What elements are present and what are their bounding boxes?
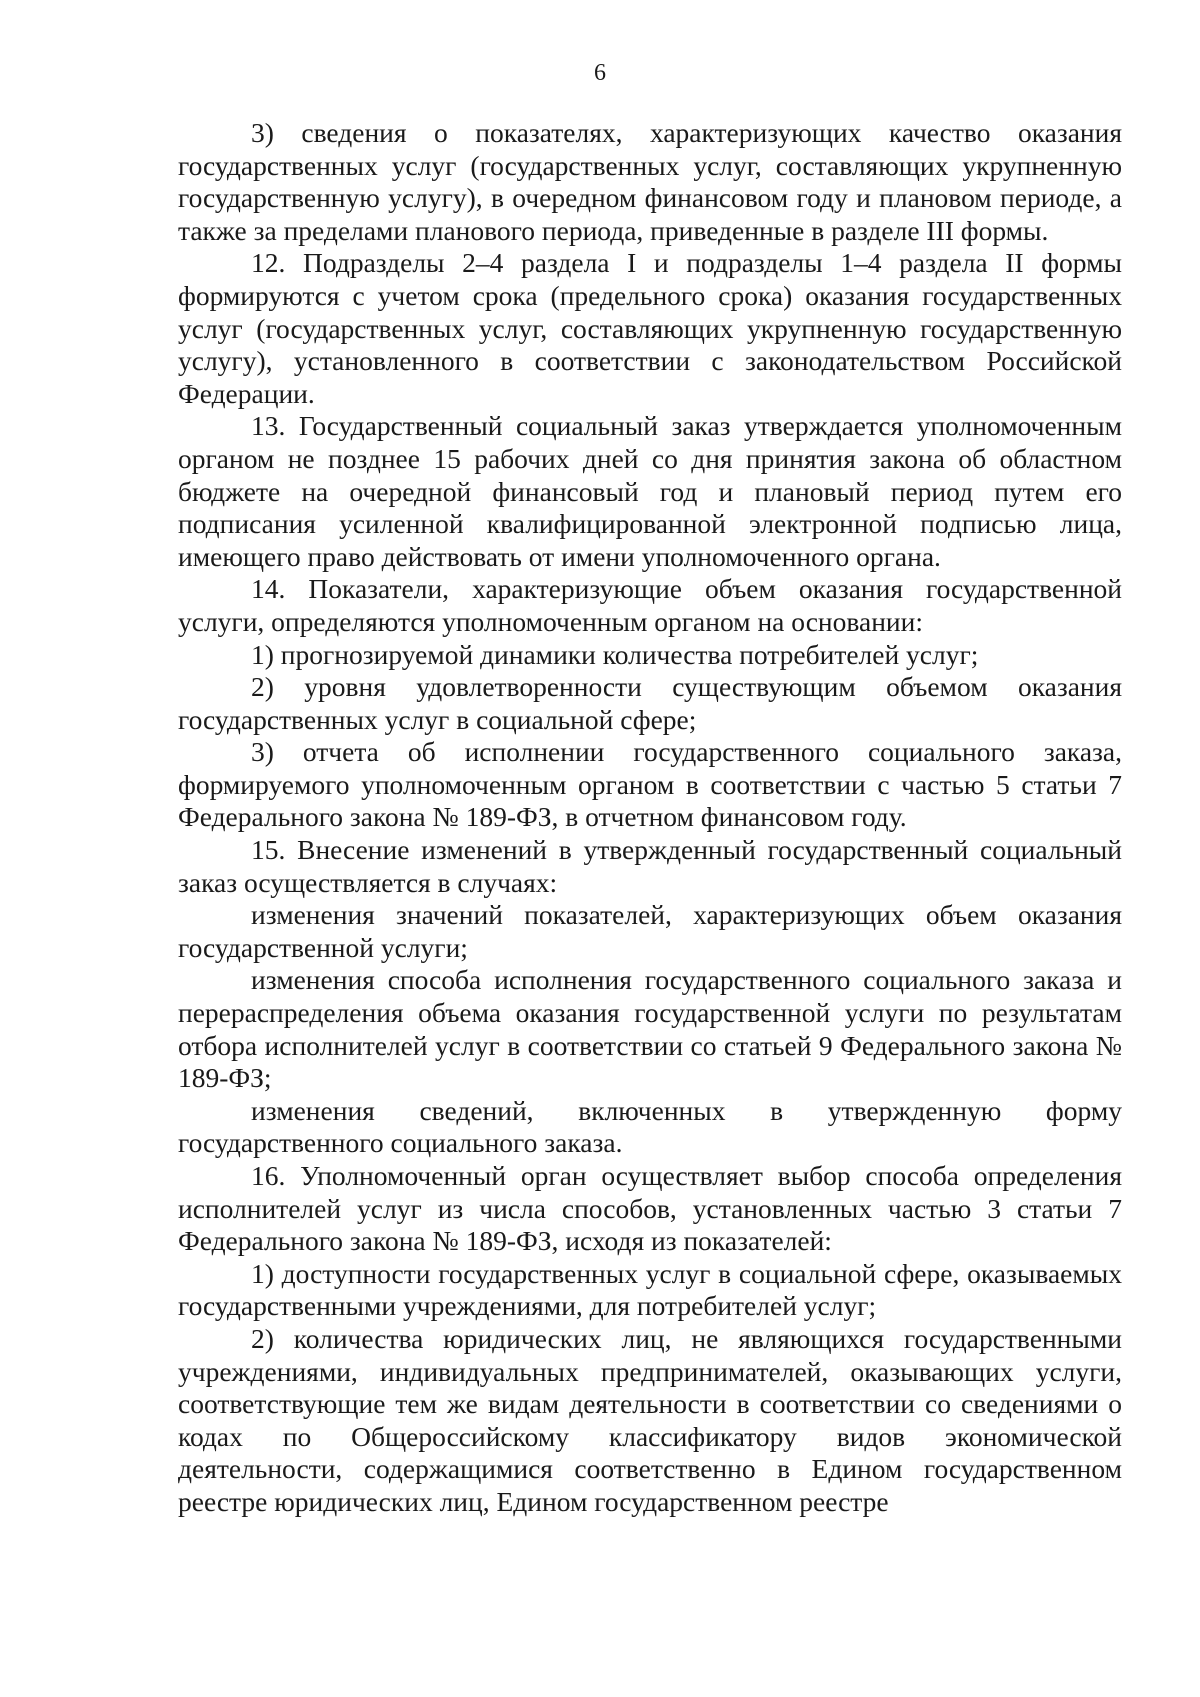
paragraph-14-item-3: 3) отчета об исполнении государственного социального заказа, формируемого уполномоченным органом в соответствии с частью 5 статьи 7 Федерального закона № 189-ФЗ, в отчетном финансовом году.	[178, 736, 1122, 833]
paragraph-16-item-1: 1) доступности государственных услуг в социальной сфере, оказываемых государственными учреждениями, для потребителей услуг;	[178, 1257, 1122, 1322]
paragraph-14: 14. Показатели, характеризующие объем оказания государственной услуги, определяются уполномоченным органом на основании:	[178, 573, 1122, 637]
document-body	[178, 117, 1122, 1519]
paragraph-16: 16. Уполномоченный орган осуществляет выбор способа определения исполнителей услуг из числа способов, установленных частью 3 статьи 7 Федерального закона № 189-ФЗ, исходя из показателей:	[178, 1160, 1122, 1257]
paragraph-15: 15. Внесение изменений в утвержденный государственный социальный заказ осуществляется в случаях:	[178, 834, 1122, 898]
paragraph-15-case-3: изменения сведений, включенных в утвержденную форму государственного социального заказа.	[178, 1094, 1122, 1159]
paragraph-14-item-2: 2) уровня удовлетворенности существующим объемом оказания государственных услуг в социальной сфере;	[178, 671, 1122, 735]
paragraph-12: 12. Подразделы 2–4 раздела I и подразделы 1–4 раздела II формы формируются с учетом срока (предельного срока) оказания государственных услуг (государственных услуг, составляющих укрупненную государственную услугу), установленного в соответствии с законодательством Российской Федерации.	[178, 247, 1122, 409]
paragraph-item-3-quality: 3) сведения о показателях, характеризующих качество оказания государственных услуг (государственных услуг, составляющих укрупненную государственную услугу), в очередном финансовом году и плановом периоде, а также за пределами планового периода, приведенные в разделе III формы.	[178, 117, 1122, 246]
paragraph-15-case-2: изменения способа исполнения государственного социального заказа и перераспределения объема оказания государственной услуги по результатам отбора исполнителей услуг в соответствии со статьей 9 Федерального закона № 189-ФЗ;	[178, 964, 1122, 1094]
paragraph-16-item-2: 2) количества юридических лиц, не являющихся государственными учреждениями, индивидуальных предпринимателей, оказывающих услуги, соответствующие тем же видам деятельности в соответствии со сведениями о кодах по Общероссийскому классификатору видов экономической деятельности, содержащимися соответственно в Едином государственном реестре юридических лиц, Едином государственном реестре	[178, 1322, 1122, 1517]
paragraph-13: 13. Государственный социальный заказ утверждается уполномоченным органом не позднее 15 рабочих дней со дня принятия закона об областном бюджете на очередной финансовый год и плановый период путем его подписания усиленной квалифицированной электронной подписью лица, имеющего право действовать от имени уполномоченного органа.	[178, 410, 1122, 572]
page-number: 6	[594, 60, 606, 86]
paragraph-14-item-1: 1) прогнозируемой динамики количества потребителей услуг;	[251, 638, 979, 670]
paragraph-15-case-1: изменения значений показателей, характеризующих объем оказания государственной услуги;	[178, 899, 1122, 963]
